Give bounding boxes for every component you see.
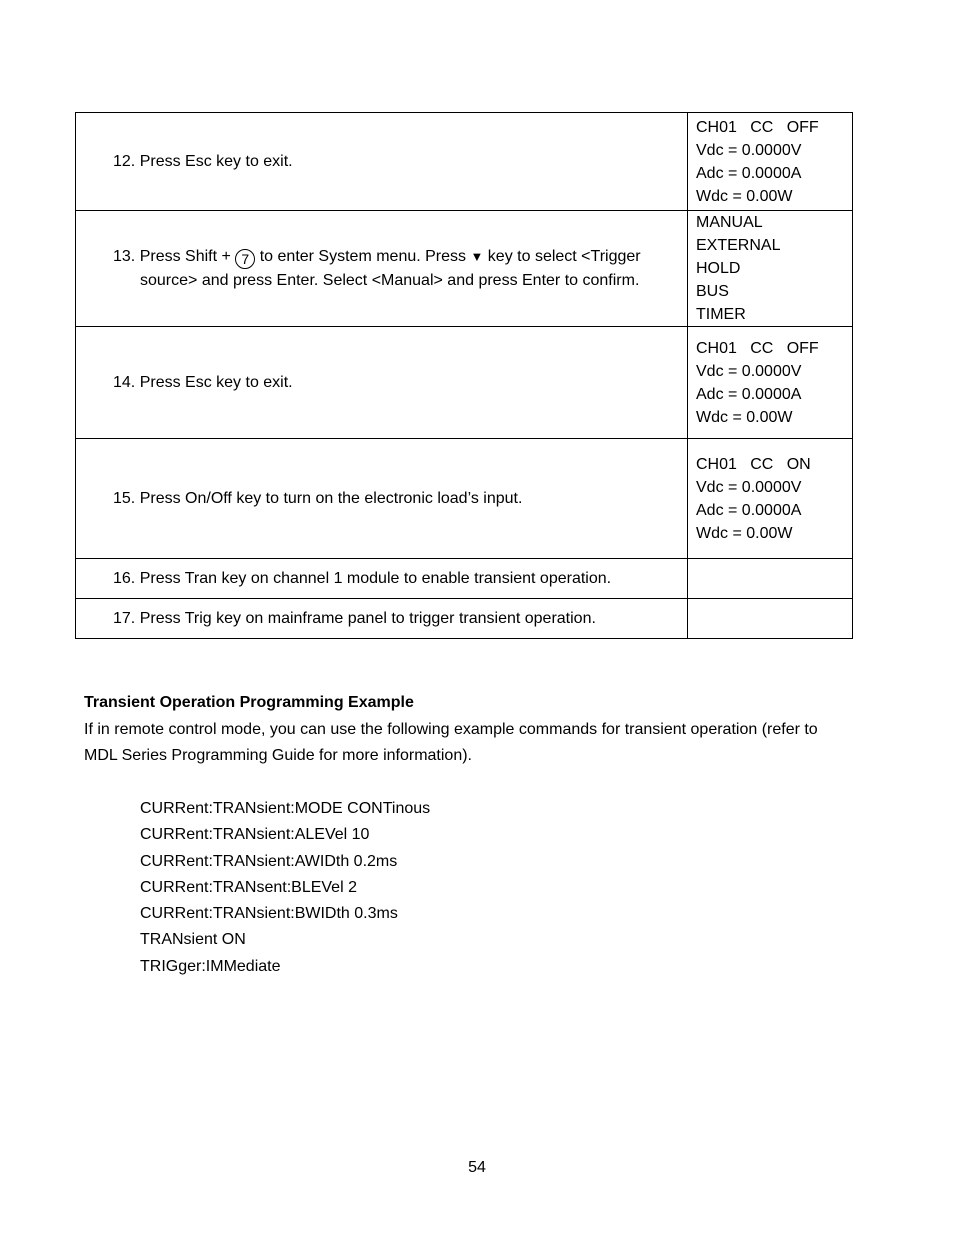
- display-line: Wdc = 0.00W: [696, 187, 793, 205]
- display-line: Vdc = 0.0000V: [696, 141, 802, 159]
- command-line: TRANsient ON: [140, 931, 246, 949]
- display-cell: [688, 559, 853, 599]
- table-row: [76, 599, 853, 639]
- section-paragraph: If in remote control mode, you can use the following example commands for transient operation (refer to MDL Series Programming Guide for more information).: [84, 721, 818, 764]
- step-text: 17. Press Trig key on mainframe panel to trigger transient operation.: [113, 610, 596, 627]
- display-cell: [688, 211, 853, 327]
- down-arrow-icon: ▼: [470, 249, 484, 264]
- step-text: 16. Press Tran key on channel 1 module to enable transient operation.: [113, 570, 612, 587]
- step-cell: [76, 327, 688, 439]
- display-cell: [688, 327, 853, 439]
- display-line: Vdc = 0.0000V: [696, 362, 802, 380]
- steps-table: [75, 112, 853, 639]
- step-text-part: key to select <Trigger: [483, 248, 641, 265]
- display-line: CH01 CC ON: [696, 455, 811, 473]
- display-line: Adc = 0.0000A: [696, 164, 802, 182]
- menu-option: MANUAL: [696, 214, 763, 231]
- step-text-part: to enter System menu. Press: [255, 248, 471, 265]
- table-row: [76, 439, 853, 559]
- command-line: TRIGger:IMMediate: [140, 957, 281, 975]
- table-row: [76, 113, 853, 211]
- step-cell: [76, 113, 688, 211]
- table-row: [76, 211, 853, 327]
- display-line: CH01 CC OFF: [696, 118, 819, 136]
- step-text: 15. Press On/Off key to turn on the electronic load’s input.: [113, 490, 523, 507]
- step-text-part: 13. Press Shift +: [113, 248, 236, 265]
- menu-option: BUS: [696, 283, 729, 300]
- display-line: Vdc = 0.0000V: [696, 478, 802, 496]
- display-line: Wdc = 0.00W: [696, 408, 793, 426]
- display-cell: [688, 599, 853, 639]
- display-cell: [688, 439, 853, 559]
- menu-option: TIMER: [696, 306, 746, 323]
- display-line: Adc = 0.0000A: [696, 501, 802, 519]
- menu-option: HOLD: [696, 260, 741, 277]
- page-number: 54: [468, 1159, 486, 1176]
- display-readout: [688, 337, 852, 429]
- command-line: CURRent:TRANsient:MODE CONTinous: [140, 800, 431, 817]
- table-row: [76, 327, 853, 439]
- section-title: Transient Operation Programming Example: [84, 694, 414, 711]
- command-line: CURRent:TRANsient:BWIDth 0.3ms: [140, 905, 398, 923]
- command-line: CURRent:TRANsent:BLEVel 2: [140, 878, 357, 896]
- step-text-line2: source> and press Enter. Select <Manual> and press Enter to confirm.: [140, 272, 640, 289]
- step-text: 12. Press Esc key to exit.: [113, 153, 293, 170]
- display-line: Adc = 0.0000A: [696, 385, 802, 403]
- step-cell: [76, 439, 688, 559]
- command-line: CURRent:TRANsient:AWIDth 0.2ms: [140, 852, 398, 870]
- display-line: Wdc = 0.00W: [696, 524, 793, 542]
- step-cell: [76, 599, 688, 639]
- step-cell: [76, 211, 688, 327]
- step-cell: [76, 559, 688, 599]
- table-row: [76, 559, 853, 599]
- circled-seven-key-icon: 7: [235, 249, 255, 269]
- display-line: CH01 CC OFF: [696, 339, 819, 357]
- step-text: 14. Press Esc key to exit.: [113, 374, 293, 391]
- step-text: [76, 245, 687, 292]
- command-list: [140, 796, 430, 980]
- command-line: CURRent:TRANsient:ALEVel 10: [140, 826, 370, 844]
- trigger-source-menu: [688, 211, 852, 326]
- display-cell: [688, 113, 853, 211]
- display-readout: [688, 453, 852, 545]
- display-readout: [688, 116, 852, 208]
- menu-option: EXTERNAL: [696, 237, 781, 254]
